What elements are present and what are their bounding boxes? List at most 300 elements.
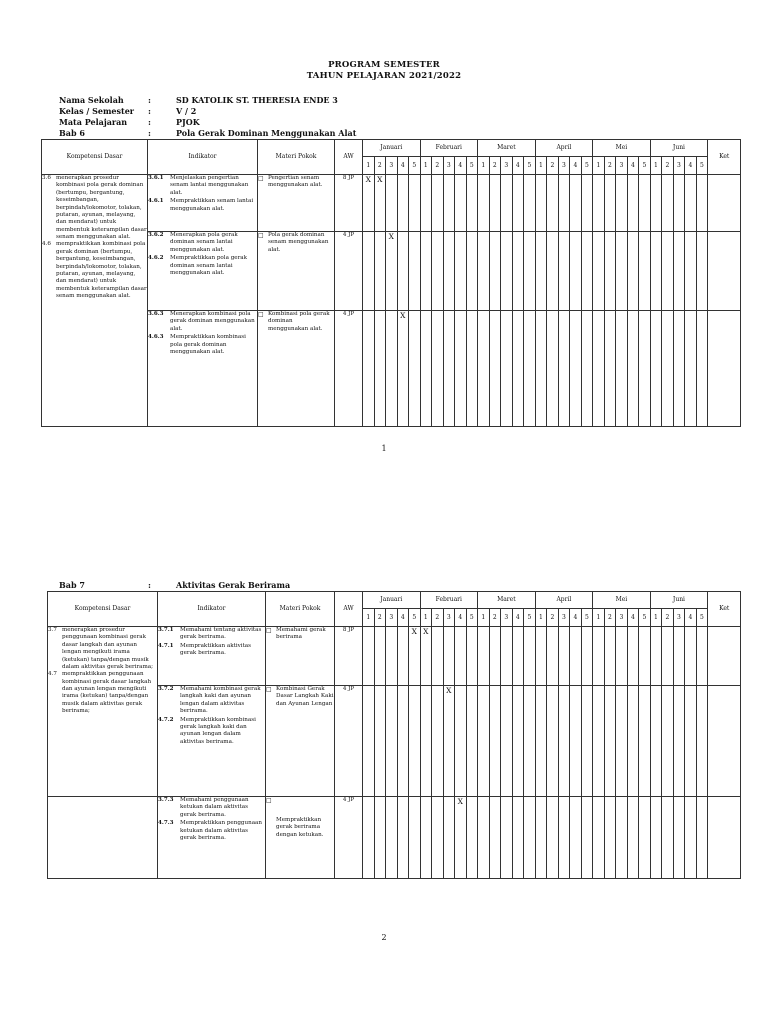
week-number: 4 [397,157,409,175]
week-cell [501,311,513,427]
kd-cell [48,627,158,797]
week-number: 5 [409,157,421,175]
week-cell [432,311,444,427]
ket-cell [708,232,741,311]
week-number: 3 [616,157,628,175]
week-number: 4 [627,157,639,175]
week-cell [432,797,444,879]
week-cell: X [386,232,398,311]
meta-key: Bab 6 [59,128,85,138]
col-ket-header: Ket [708,592,741,627]
week-number: 5 [639,609,651,627]
kd-number: 4.7 [48,671,57,678]
meta-colon: : [148,580,151,590]
week-cell [616,175,628,232]
materi-cell [258,175,335,232]
week-cell [650,175,662,232]
week-number: 3 [443,157,455,175]
week-cell [627,232,639,311]
week-cell [512,175,524,232]
week-number: 2 [547,609,559,627]
indikator-item [148,311,257,333]
week-number: 1 [478,157,490,175]
week-cell [604,232,616,311]
week-cell [466,311,478,427]
aw-cell: 8 JP [335,627,363,686]
week-cell [466,627,478,686]
week-cell [558,232,570,311]
kd-text: mempraktikkan penggunaan kombinasi gerak dasar langkah dan ayunan lengan mengikuti irama (ketukan) tanpa/dengan musik dalam aktivitas gerak berirama; [62,671,152,715]
week-cell [535,232,547,311]
week-cell [650,311,662,427]
week-cell [627,686,639,797]
week-cell [685,232,697,311]
month-header: Mei [593,592,651,609]
week-number: 5 [409,609,421,627]
materi-cell [258,311,335,427]
week-cell: X [374,175,386,232]
indikator-number: 3.6.1 [148,175,164,181]
week-cell [524,311,536,427]
week-number: 2 [374,157,386,175]
week-cell [501,686,513,797]
week-cell [489,627,501,686]
indikator-number: 3.6.3 [148,311,164,317]
meta-key: Mata Pelajaran [59,117,128,127]
week-cell [489,232,501,311]
indikator-number: 3.7.3 [158,797,174,803]
week-cell [639,797,651,879]
indikator-number: 4.7.3 [158,820,174,827]
aw-cell: 4 JP [335,311,363,427]
week-cell [650,232,662,311]
week-cell [524,175,536,232]
week-cell [455,175,467,232]
table-row [48,797,741,879]
col-ket-header: Ket [708,140,741,175]
week-number: 2 [547,157,559,175]
week-cell [627,175,639,232]
week-cell [581,311,593,427]
week-cell [374,627,386,686]
meta-value: PJOK [176,117,200,127]
week-cell [558,627,570,686]
week-number: 3 [386,157,398,175]
week-cell [501,627,513,686]
week-number: 5 [581,609,593,627]
kd-item [48,671,157,715]
materi-cell [258,232,335,311]
week-cell [512,311,524,427]
aw-cell: 4 JP [335,232,363,311]
week-cell [685,175,697,232]
month-header: Januari [363,140,421,157]
ket-cell [708,311,741,427]
indikator-item [158,797,265,819]
week-number: 4 [455,157,467,175]
week-cell [489,797,501,879]
week-number: 1 [363,609,375,627]
meta-colon: : [148,95,151,105]
week-number: 2 [374,609,386,627]
indikator-text: Menjelaskan pengertian senam lantai menggunakan alat. [170,175,249,196]
week-number: 3 [558,157,570,175]
week-cell [639,686,651,797]
week-cell [455,686,467,797]
week-cell [455,311,467,427]
page-number: 2 [381,933,387,942]
week-cell [374,686,386,797]
indikator-text: Mempraktikkan senam lantai menggunakan alat. [170,198,254,212]
kd-cell [42,175,148,427]
kd-number: 4.6 [42,241,51,248]
week-cell [409,232,421,311]
aw-cell: 4 JP [335,686,363,797]
indikator-text: Mempraktikkan kombinasi pola gerak dominan menggunakan alat. [170,334,246,355]
week-number: 1 [420,609,432,627]
materi-cell [266,627,335,686]
week-cell [535,797,547,879]
kd-text: menerapkan prosedur kombinasi pola gerak dominan (bertumpu, bergantung, keseimbangan, berpindah/lokomotor, tolakan, putaran, ayunan, melayang, dan mendarat) untuk membentuk keterampilan dasar senam menggunakan alat. [56,175,147,240]
ket-cell [708,797,741,879]
week-cell [501,175,513,232]
week-number: 1 [535,609,547,627]
week-cell [639,175,651,232]
col-indikator-header: Indikator [158,592,266,627]
week-number: 1 [593,609,605,627]
week-cell [547,232,559,311]
week-cell [432,686,444,797]
week-number: 1 [593,157,605,175]
kd-number: 3.6 [42,175,51,181]
week-number: 5 [696,609,708,627]
week-cell [570,232,582,311]
week-number: 3 [443,609,455,627]
week-cell [489,175,501,232]
week-cell [397,175,409,232]
bullet-box-icon: □ [258,311,264,318]
table-row [48,627,741,686]
week-cell [547,686,559,797]
indikator-number: 4.7.1 [158,642,174,649]
col-kd-header: Kompetensi Dasar [48,592,158,627]
week-cell [696,311,708,427]
week-cell [558,797,570,879]
indikator-item [158,643,265,658]
ket-cell [708,627,741,686]
week-number: 1 [478,609,490,627]
week-cell [397,232,409,311]
week-number: 3 [673,609,685,627]
indikator-cell [158,627,266,686]
week-number: 1 [650,157,662,175]
week-cell [547,311,559,427]
week-cell [673,311,685,427]
week-cell [593,175,605,232]
week-cell [593,232,605,311]
week-cell: X [420,627,432,686]
week-cell [374,311,386,427]
indikator-number: 4.6.3 [148,334,164,341]
week-cell [478,686,490,797]
week-cell [616,686,628,797]
week-cell [535,627,547,686]
indikator-cell [148,232,258,311]
indikator-item [148,334,257,356]
week-number: 5 [524,609,536,627]
col-materi-header: Materi Pokok [266,592,335,627]
indikator-number: 4.6.1 [148,198,164,205]
indikator-number: 3.6.2 [148,232,164,238]
week-cell [662,175,674,232]
week-cell [443,627,455,686]
week-cell [501,232,513,311]
week-cell [409,686,421,797]
week-cell [627,627,639,686]
indikator-number: 3.7.2 [158,686,174,692]
week-cell [374,232,386,311]
week-cell [696,175,708,232]
week-cell [604,797,616,879]
week-cell [443,175,455,232]
week-number: 5 [696,157,708,175]
week-cell [593,311,605,427]
week-cell [432,232,444,311]
col-kd-header: Kompetensi Dasar [42,140,148,175]
week-cell [558,311,570,427]
materi-cell [266,686,335,797]
col-indikator-header: Indikator [148,140,258,175]
aw-cell: 4 JP [335,797,363,879]
week-number: 2 [662,157,674,175]
week-cell [432,627,444,686]
week-cell [512,232,524,311]
meta-colon: : [148,128,151,138]
week-number: 4 [512,157,524,175]
bullet-box-icon: □ [266,686,272,693]
week-cell [662,627,674,686]
week-cell [570,175,582,232]
week-number: 2 [662,609,674,627]
col-materi-header: Materi Pokok [258,140,335,175]
week-cell [639,311,651,427]
week-cell [524,686,536,797]
week-cell [662,232,674,311]
indikator-text: Memahami penggunaan ketukan dalam aktivitas gerak berirama. [180,797,249,818]
meta-key: Kelas / Semester [59,106,135,116]
week-cell [581,797,593,879]
materi-text: Pola gerak dominan senam menggunakan alat. [268,232,329,253]
week-number: 5 [639,157,651,175]
week-number: 5 [524,157,536,175]
week-number: 1 [535,157,547,175]
week-cell [397,797,409,879]
week-cell [512,797,524,879]
month-header: Maret [478,592,536,609]
indikator-number: 4.6.2 [148,255,164,262]
meta-value: V / 2 [176,106,197,116]
week-cell: X [363,175,375,232]
week-cell [673,232,685,311]
ket-cell [708,175,741,232]
week-cell [409,311,421,427]
week-cell [650,686,662,797]
week-cell [489,686,501,797]
week-number: 2 [432,609,444,627]
week-cell [363,686,375,797]
week-cell [489,311,501,427]
week-cell [696,686,708,797]
week-number: 5 [581,157,593,175]
week-cell [466,175,478,232]
week-cell [616,232,628,311]
week-number: 4 [627,609,639,627]
week-number: 4 [685,609,697,627]
kd-item [42,175,147,241]
indikator-text: Mempraktikkan kombinasi gerak langkah kaki dan ayunan lengan dalam aktivitas berirama. [180,716,256,745]
document-title: PROGRAM SEMESTER [328,60,440,70]
week-number: 5 [466,157,478,175]
kd-text: menerapkan prosedur penggunaan kombinasi gerak dasar langkah dan ayunan lengan mengikuti irama (ketukan) tanpa/dengan musik dalam aktivitas gerak berirama; [62,627,154,670]
kd-item [42,241,147,300]
week-cell [570,311,582,427]
indikator-number: 4.7.2 [158,716,174,723]
week-cell [639,627,651,686]
week-cell [650,797,662,879]
week-cell [524,627,536,686]
bullet-box-icon: □ [258,232,264,239]
week-number: 4 [512,609,524,627]
week-cell [420,686,432,797]
meta-value: Aktivitas Gerak Berirama [176,580,291,590]
week-cell [581,175,593,232]
week-number: 2 [604,609,616,627]
month-header: April [535,140,593,157]
week-cell [639,232,651,311]
meta-key: Bab 7 [59,580,85,590]
week-number: 3 [501,157,513,175]
indikator-text: Menerapkan pola gerak dominan senam lantai menggunakan alat. [170,232,238,253]
indikator-item [158,820,265,842]
week-number: 1 [363,157,375,175]
week-cell [535,175,547,232]
week-cell [363,797,375,879]
meta-value: SD KATOLIK ST. THERESIA ENDE 3 [176,95,338,105]
indikator-text: Memahami tentang aktivitas gerak berirama. [180,627,262,641]
week-cell [662,686,674,797]
aw-cell: 8 JP [335,175,363,232]
indikator-cell [148,175,258,232]
week-cell [420,797,432,879]
week-cell [662,797,674,879]
materi-cell [266,797,335,879]
week-cell [547,175,559,232]
week-cell [581,627,593,686]
month-header: Mei [593,140,651,157]
meta-key: Nama Sekolah [59,95,124,105]
indikator-text: Mempraktikkan aktivitas gerak berirama. [180,642,252,657]
page-number: 1 [381,444,387,453]
indikator-cell [158,797,266,879]
week-cell [581,232,593,311]
week-cell [627,797,639,879]
materi-text: Pengertian senam menggunakan alat. [268,175,323,189]
kd-text: mempraktikkan kombinasi pola gerak dominan (bertumpu, bergantung, keseimbangan, berpindah/lokomotor, tolakan, putaran, ayunan, melayang, dan mendarat) untuk membentuk keterampilan dasar senam menggunakan alat. [56,241,147,299]
week-cell [466,797,478,879]
week-cell [593,797,605,879]
week-number: 4 [455,609,467,627]
week-cell [501,797,513,879]
indikator-cell [148,311,258,427]
week-cell [466,686,478,797]
week-cell [478,175,490,232]
week-cell [685,311,697,427]
week-cell [420,175,432,232]
week-cell [662,311,674,427]
bullet-box-icon: □ [266,627,272,634]
col-aw-header: AW [335,592,363,627]
week-number: 2 [604,157,616,175]
week-cell [673,175,685,232]
week-cell [570,627,582,686]
bullet-box-icon: □ [266,797,272,804]
week-number: 3 [386,609,398,627]
week-cell [455,627,467,686]
week-cell [420,232,432,311]
week-cell [604,686,616,797]
week-cell [673,686,685,797]
indikator-item [148,255,257,277]
week-cell [420,311,432,427]
month-header: Maret [478,140,536,157]
meta-colon: : [148,117,151,127]
indikator-text: Mempraktikkan penggunaan ketukan dalam aktivitas gerak berirama. [180,820,262,841]
week-number: 4 [685,157,697,175]
week-cell [535,686,547,797]
week-cell [512,627,524,686]
week-cell [409,175,421,232]
month-header: Februari [420,140,478,157]
indikator-number: 3.7.1 [158,627,174,633]
week-number: 4 [397,609,409,627]
week-number: 2 [489,609,501,627]
indikator-item [158,717,265,747]
week-number: 5 [466,609,478,627]
week-cell [386,175,398,232]
indikator-item [148,198,257,213]
materi-text: Kombinasi Gerak Dasar Langkah Kaki dan Ayunan Lengan [276,686,334,707]
week-cell [386,627,398,686]
week-cell [443,232,455,311]
week-cell [443,311,455,427]
week-cell [604,311,616,427]
week-cell [593,627,605,686]
month-header: Januari [363,592,421,609]
week-cell [363,232,375,311]
week-cell [466,232,478,311]
week-cell [570,797,582,879]
week-cell [558,686,570,797]
week-cell [478,232,490,311]
semester-table-1 [41,139,741,427]
meta-value: Pola Gerak Dominan Menggunakan Alat [176,128,357,138]
week-cell [673,627,685,686]
week-cell: X [455,797,467,879]
materi-text: Memahami gerak berirama [276,627,326,641]
week-number: 1 [650,609,662,627]
week-number: 3 [673,157,685,175]
bullet-box-icon: □ [258,175,264,182]
